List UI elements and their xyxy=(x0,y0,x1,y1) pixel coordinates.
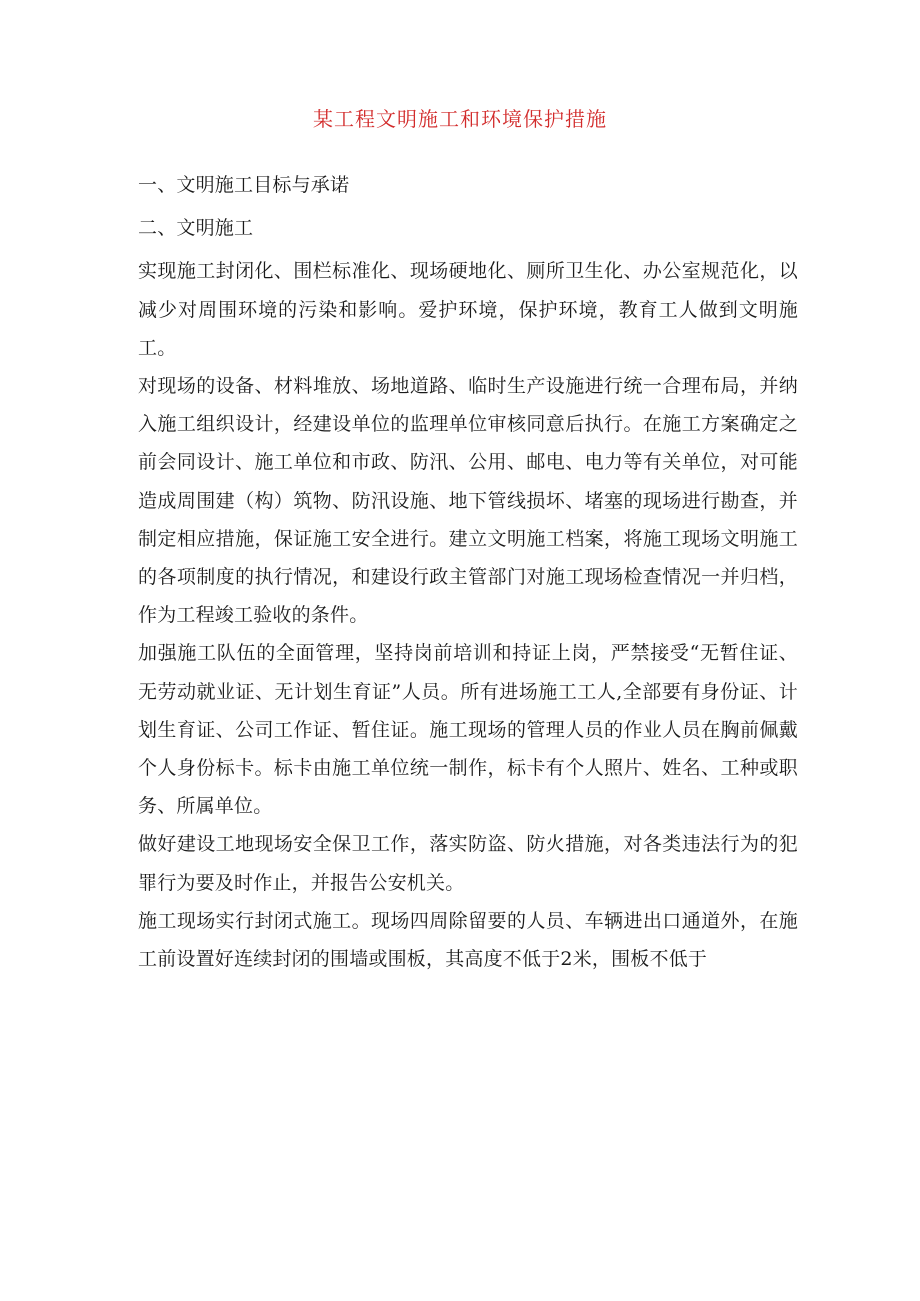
section-heading-2: 二、文明施工 xyxy=(138,217,254,240)
paragraph-5: 施工现场实行封闭式施工。现场四周除留要的人员、车辆进出口通道外，在施工前设置好连续封闭的围墙或围板，其高度不低于2米，围板不低于 xyxy=(138,909,798,971)
paragraph-3: 加强施工队伍的全面管理，坚持岗前培训和持证上岗，严禁接受“无暂住证、无劳动就业证、无计划生育证”人员。所有进场施工工人,全部要有身份证、计划生育证、公司工作证、暂住证。施工现场的管理人员的作业人员在胸前佩戴个人身份标卡。标卡由施工单位统一制作，标卡有个人照片、姓名、工种或职务、所属单位。 xyxy=(138,642,798,818)
document-title: 某工程文明施工和环境保护措施 xyxy=(313,107,607,131)
paragraph-1: 实现施工封闭化、围栏标准化、现场硬地化、厕所卫生化、办公室规范化，以减少对周围环境的污染和影响。爱护环境，保护环境，教育工人做到文明施工。 xyxy=(138,260,798,359)
paragraph-2: 对现场的设备、材料堆放、场地道路、临时生产设施进行统一合理布局，并纳入施工组织设计，经建设单位的监理单位审核同意后执行。在施工方案确定之前会同设计、施工单位和市政、防汛、公用、邮电、电力等有关单位，对可能造成周围建（构）筑物、防汛设施、地下管线损坏、堵塞的现场进行勘查，并制定相应措施，保证施工安全进行。建立文明施工档案，将施工现场文明施工的各项制度的执行情况，和建设行政主管部门对施工现场检查情况一并归档，作为工程竣工验收的条件。 xyxy=(138,375,798,627)
section-heading-1: 一、文明施工目标与承诺 xyxy=(138,174,350,196)
paragraph-4: 做好建设工地现场安全保卫工作，落实防盗、防火措施，对各类违法行为的犯罪行为要及时作止，并报告公安机关。 xyxy=(138,833,798,894)
document-body xyxy=(138,166,798,978)
